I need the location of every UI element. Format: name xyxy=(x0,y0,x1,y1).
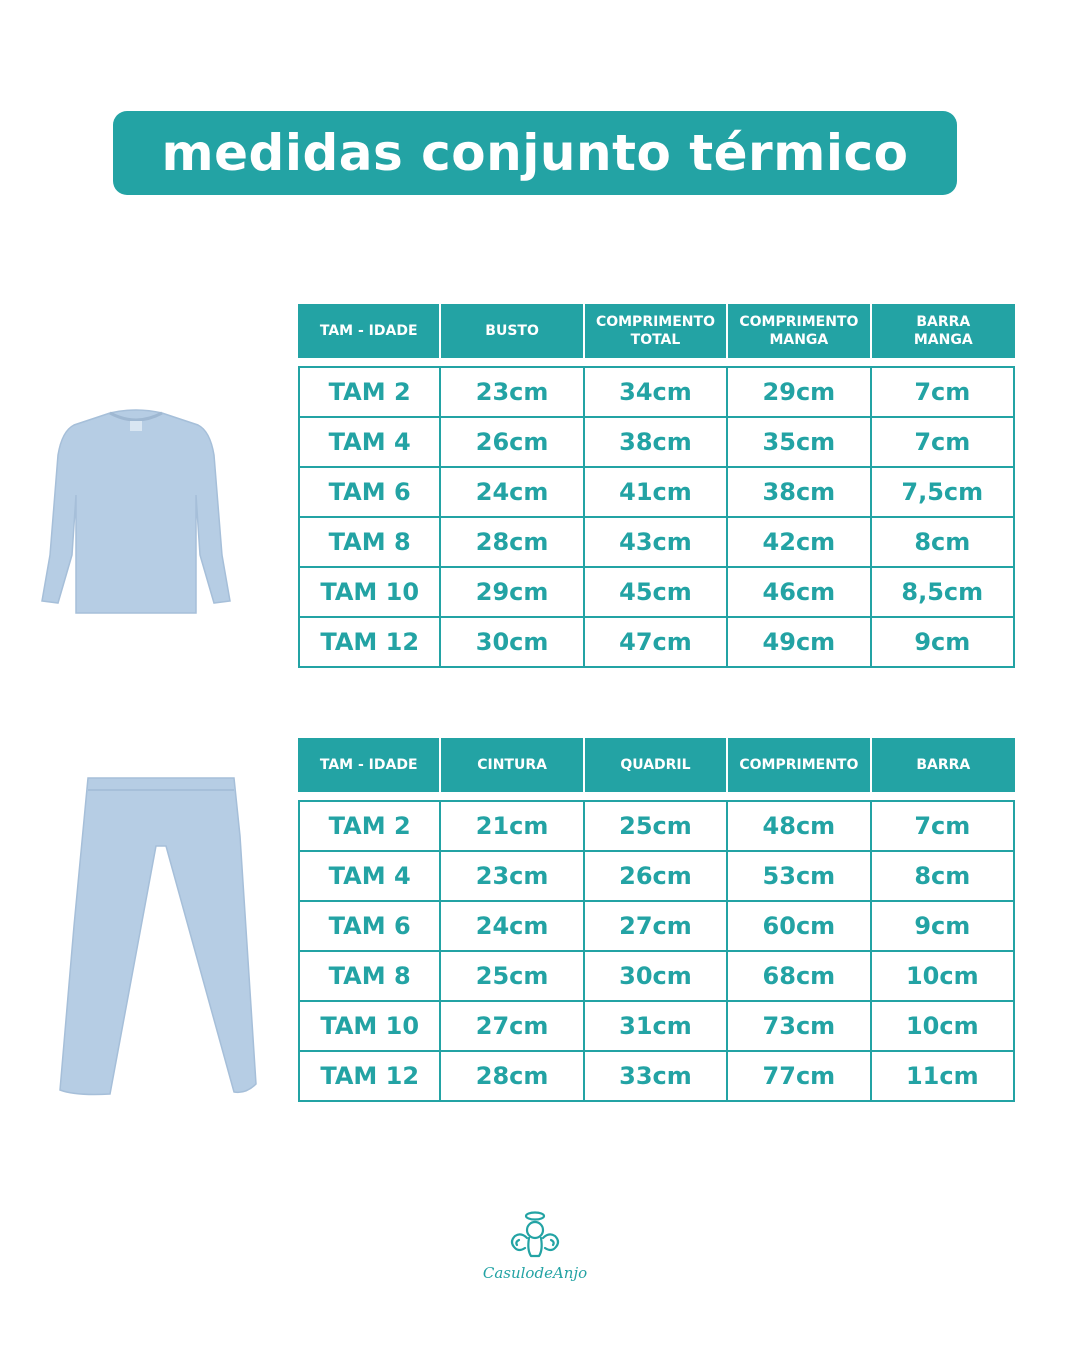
long-sleeve-shirt-image xyxy=(38,405,234,617)
table-cell: 27cm xyxy=(585,902,728,952)
table-cell: 34cm xyxy=(585,366,728,418)
table-cell: 53cm xyxy=(728,852,871,902)
table-cell: 23cm xyxy=(441,852,584,902)
page-title: medidas conjunto térmico xyxy=(161,124,909,182)
table-cell: 10cm xyxy=(872,1002,1015,1052)
header-cell: COMPRIMENTO xyxy=(728,738,871,792)
leggings-image xyxy=(56,776,262,1096)
table-cell: 24cm xyxy=(441,902,584,952)
size-cell: TAM 6 xyxy=(298,902,441,952)
size-cell: TAM 4 xyxy=(298,418,441,468)
header-cell: BARRA MANGA xyxy=(872,304,1015,358)
brand-name: CasulodeAnjo xyxy=(482,1264,588,1282)
table-cell: 29cm xyxy=(728,366,871,418)
table-cell: 30cm xyxy=(585,952,728,1002)
table-cell: 45cm xyxy=(585,568,728,618)
table-cell: 7,5cm xyxy=(872,468,1015,518)
header-cell: COMPRIMENTO TOTAL xyxy=(585,304,728,358)
size-cell: TAM 2 xyxy=(298,366,441,418)
table-cell: 27cm xyxy=(441,1002,584,1052)
table-cell: 68cm xyxy=(728,952,871,1002)
table-row xyxy=(298,618,1015,668)
table-cell: 24cm xyxy=(441,468,584,518)
table-cell: 47cm xyxy=(585,618,728,668)
size-cell: TAM 12 xyxy=(298,1052,441,1102)
size-cell: TAM 6 xyxy=(298,468,441,518)
header-cell: BUSTO xyxy=(441,304,584,358)
table-cell: 11cm xyxy=(872,1052,1015,1102)
brand-logo xyxy=(480,1208,590,1288)
table-cell: 46cm xyxy=(728,568,871,618)
table-cell: 30cm xyxy=(441,618,584,668)
table-row xyxy=(298,418,1015,468)
header-cell: COMPRIMENTO MANGA xyxy=(728,304,871,358)
table-cell: 28cm xyxy=(441,518,584,568)
table-cell: 31cm xyxy=(585,1002,728,1052)
table-row xyxy=(298,1002,1015,1052)
table-cell: 26cm xyxy=(585,852,728,902)
size-cell: TAM 8 xyxy=(298,952,441,1002)
table-cell: 77cm xyxy=(728,1052,871,1102)
table-header-row xyxy=(298,738,1015,792)
table-cell: 38cm xyxy=(585,418,728,468)
size-cell: TAM 8 xyxy=(298,518,441,568)
table-cell: 42cm xyxy=(728,518,871,568)
table-row xyxy=(298,468,1015,518)
table-cell: 25cm xyxy=(441,952,584,1002)
shirt-size-table xyxy=(298,304,1015,668)
table-cell: 7cm xyxy=(872,366,1015,418)
header-cell: QUADRIL xyxy=(585,738,728,792)
header-cell: TAM - IDADE xyxy=(298,738,441,792)
table-cell: 8cm xyxy=(872,852,1015,902)
table-cell: 49cm xyxy=(728,618,871,668)
table-cell: 21cm xyxy=(441,800,584,852)
size-cell: TAM 10 xyxy=(298,1002,441,1052)
table-cell: 25cm xyxy=(585,800,728,852)
table-row xyxy=(298,1052,1015,1102)
table-cell: 10cm xyxy=(872,952,1015,1002)
table-cell: 48cm xyxy=(728,800,871,852)
size-cell: TAM 2 xyxy=(298,800,441,852)
table-cell: 7cm xyxy=(872,418,1015,468)
table-cell: 26cm xyxy=(441,418,584,468)
title-banner xyxy=(113,111,957,195)
header-cell: TAM - IDADE xyxy=(298,304,441,358)
size-cell: TAM 4 xyxy=(298,852,441,902)
header-cell: CINTURA xyxy=(441,738,584,792)
table-cell: 73cm xyxy=(728,1002,871,1052)
table-header-row xyxy=(298,304,1015,358)
angel-icon xyxy=(505,1208,565,1260)
table-row xyxy=(298,902,1015,952)
table-row xyxy=(298,518,1015,568)
size-cell: TAM 12 xyxy=(298,618,441,668)
table-cell: 9cm xyxy=(872,618,1015,668)
table-cell: 23cm xyxy=(441,366,584,418)
table-cell: 8,5cm xyxy=(872,568,1015,618)
table-row xyxy=(298,568,1015,618)
table-cell: 41cm xyxy=(585,468,728,518)
table-cell: 28cm xyxy=(441,1052,584,1102)
table-cell: 8cm xyxy=(872,518,1015,568)
table-row xyxy=(298,366,1015,418)
table-row xyxy=(298,852,1015,902)
table-row xyxy=(298,952,1015,1002)
table-cell: 38cm xyxy=(728,468,871,518)
table-row xyxy=(298,800,1015,852)
table-cell: 29cm xyxy=(441,568,584,618)
table-cell: 35cm xyxy=(728,418,871,468)
header-cell: BARRA xyxy=(872,738,1015,792)
table-cell: 9cm xyxy=(872,902,1015,952)
table-cell: 60cm xyxy=(728,902,871,952)
table-cell: 43cm xyxy=(585,518,728,568)
table-cell: 7cm xyxy=(872,800,1015,852)
table-cell: 33cm xyxy=(585,1052,728,1102)
pants-size-table xyxy=(298,738,1015,1102)
size-cell: TAM 10 xyxy=(298,568,441,618)
